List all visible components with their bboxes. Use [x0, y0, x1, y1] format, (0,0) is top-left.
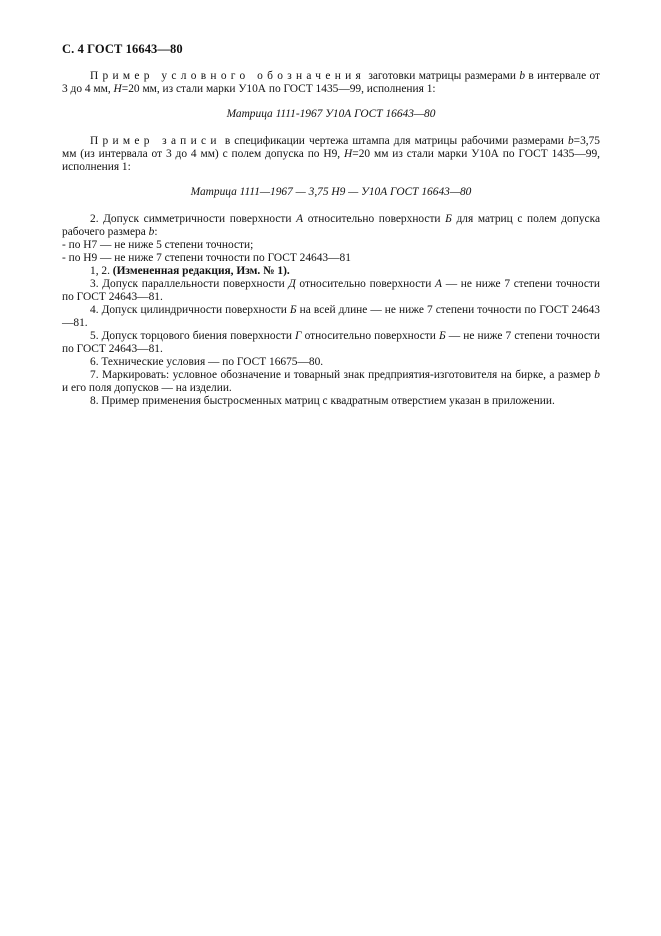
list-item: - по Н9 — не ниже 7 степени точности по ГОСТ 24643—81 — [62, 252, 351, 264]
clause-6: 6. Технические условия — по ГОСТ 16675—80. — [90, 356, 324, 368]
record-formula: Матрица 1111—1967 — 3,75 Н9 — У10А ГОСТ 16643—80 — [190, 186, 472, 198]
clause-7: 7. Маркировать: условное обозначение и товарный знак предприятия-изготовителя на бирке, а размер b и его поля допусков — на изделии. — [62, 369, 600, 394]
designation-formula: Матрица 1111-1967 У10А ГОСТ 16643—80 — [226, 108, 436, 120]
clause-2: 2. Допуск симметричности поверхности А относительно поверхности Б для матриц с полем допуска рабочего размера b: — [62, 213, 600, 238]
designation-example-lead: Пример условного обозначения — [90, 70, 366, 82]
amendment-note: 1, 2. (Измененная редакция, Изм. № 1). — [90, 265, 290, 277]
clause-3: 3. Допуск параллельности поверхности Д относительно поверхности А — не ниже 7 степени точности по ГОСТ 24643—81. — [62, 278, 601, 303]
record-example-paragraph: Пример записи в спецификации чертежа штампа для матрицы рабочими размерами b=3,75 мм (из интервала от 3 до 4 мм) с полем допуска по Н9, H=20 мм из стали марки У10А по ГОСТ 1435—99, исполнения 1: — [62, 135, 600, 173]
page-header: С. 4 ГОСТ 16643—80 — [62, 42, 183, 56]
designation-example-paragraph: Пример условного обозначения заготовки матрицы размерами b в интервале от 3 до 4 мм, H=20 мм, из стали марки У10А по ГОСТ 1435—99, исполнения 1: — [62, 70, 600, 95]
document-body — [62, 70, 600, 408]
record-example-lead: Пример записи — [90, 135, 221, 147]
clause-5: 5. Допуск торцового биения поверхности Г относительно поверхности Б — не ниже 7 степени точности по ГОСТ 24643—81. — [62, 330, 600, 355]
clause-4: 4. Допуск цилиндричности поверхности Б на всей длине — не ниже 7 степени точности по ГОСТ 24643—81. — [62, 304, 601, 329]
clause-8: 8. Пример применения быстросменных матриц с квадратным отверстием указан в приложении. — [90, 395, 555, 407]
list-item: - по Н7 — не ниже 5 степени точности; — [62, 239, 254, 251]
